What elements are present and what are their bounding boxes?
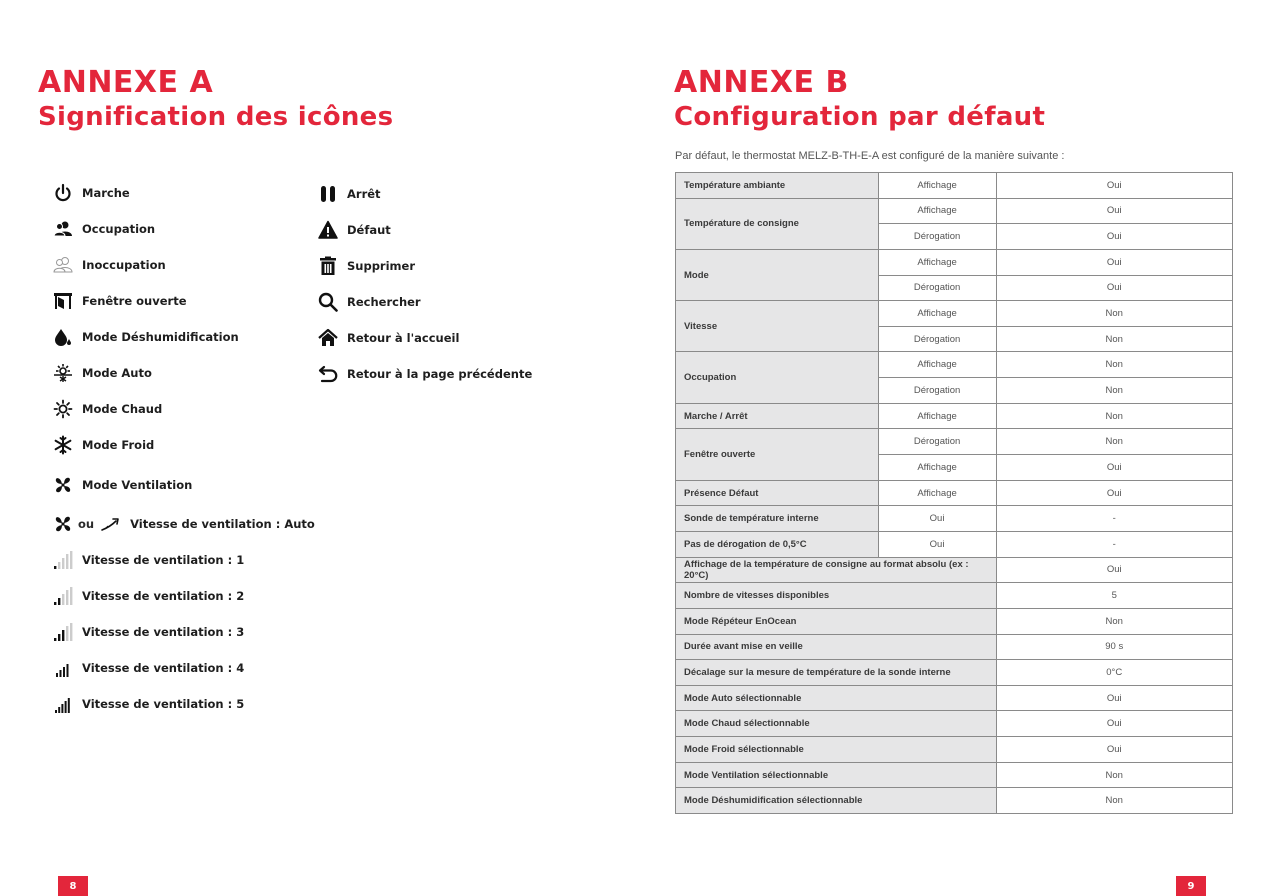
icon-legend-item xyxy=(52,619,244,645)
table-row xyxy=(676,198,1233,224)
icon-label: Mode Auto xyxy=(82,366,152,380)
icon-label: Fenêtre ouverte xyxy=(82,294,187,308)
type-cell: Dérogation xyxy=(878,224,996,250)
inoccupancy-icon xyxy=(52,254,74,276)
back-icon xyxy=(317,363,339,385)
type-cell: Oui xyxy=(878,506,996,532)
icon-legend-item xyxy=(52,583,244,609)
value-cell: 90 s xyxy=(996,634,1233,660)
value-cell: Oui xyxy=(996,557,1233,583)
type-cell: Dérogation xyxy=(878,326,996,352)
signal-4-icon xyxy=(52,657,74,679)
icon-label: Mode Ventilation xyxy=(82,478,193,492)
occupancy-icon xyxy=(52,218,74,240)
value-cell: Oui xyxy=(996,480,1233,506)
signal-5-icon xyxy=(52,693,74,715)
table-row xyxy=(676,583,1233,609)
icon-label: Vitesse de ventilation : 5 xyxy=(82,697,245,711)
value-cell: 0°C xyxy=(996,660,1233,686)
value-cell: Non xyxy=(996,608,1233,634)
icon-legend-item xyxy=(52,511,315,537)
table-row xyxy=(676,531,1233,557)
intro-text: Par défaut, le thermostat MELZ-B-TH-E-A est configuré de la manière suivante : xyxy=(675,150,1065,162)
icon-label: Occupation xyxy=(82,222,156,236)
value-cell: Oui xyxy=(996,198,1233,224)
icon-legend-item xyxy=(52,432,154,458)
table-row xyxy=(676,737,1233,763)
type-cell: Affichage xyxy=(878,403,996,429)
default-config-table xyxy=(675,172,1233,814)
value-cell: Non xyxy=(996,301,1233,327)
type-cell: Affichage xyxy=(878,301,996,327)
icon-label: Retour à l'accueil xyxy=(347,331,460,345)
or-connector: ou xyxy=(78,517,95,531)
param-cell: Sonde de température interne xyxy=(676,506,879,532)
value-cell: Oui xyxy=(996,737,1233,763)
table-row xyxy=(676,403,1233,429)
sun-icon xyxy=(52,398,74,420)
icon-label: Arrêt xyxy=(347,187,381,201)
icon-legend-item xyxy=(52,288,187,314)
value-cell: Non xyxy=(996,403,1233,429)
type-cell: Affichage xyxy=(878,173,996,199)
page-number: 8 xyxy=(58,876,88,896)
table-row xyxy=(676,429,1233,455)
icon-legend-item xyxy=(52,691,244,717)
param-cell: Nombre de vitesses disponibles xyxy=(676,583,997,609)
type-cell: Affichage xyxy=(878,198,996,224)
icon-legend-item xyxy=(52,360,152,386)
param-cell: Mode Ventilation sélectionnable xyxy=(676,762,997,788)
value-cell: Oui xyxy=(996,711,1233,737)
icon-legend-item xyxy=(317,253,415,279)
signal-2-icon xyxy=(52,585,74,607)
param-cell: Décalage sur la mesure de température de la sonde interne xyxy=(676,660,997,686)
value-cell: Non xyxy=(996,429,1233,455)
param-cell: Température de consigne xyxy=(676,198,879,249)
value-cell: Oui xyxy=(996,224,1233,250)
warning-icon xyxy=(317,219,339,241)
icon-legend-item xyxy=(52,216,155,242)
dehumidify-icon xyxy=(52,326,74,348)
signal-1-icon xyxy=(52,549,74,571)
annex-a-subtitle: Signification des icônes xyxy=(38,102,394,132)
param-cell: Mode Chaud sélectionnable xyxy=(676,711,997,737)
table-row xyxy=(676,506,1233,532)
search-icon xyxy=(317,291,339,313)
icon-legend-item xyxy=(317,325,459,351)
table-row xyxy=(676,660,1233,686)
table-row xyxy=(676,608,1233,634)
param-cell: Température ambiante xyxy=(676,173,879,199)
icon-label: Retour à la page précédente xyxy=(347,367,533,381)
annex-a-title: ANNEXE A xyxy=(38,65,214,100)
icon-label: Vitesse de ventilation : 4 xyxy=(82,661,245,675)
fan-auto-icon xyxy=(100,513,122,535)
param-cell: Mode Déshumidification sélectionnable xyxy=(676,788,997,814)
value-cell: 5 xyxy=(996,583,1233,609)
param-cell: Mode Froid sélectionnable xyxy=(676,737,997,763)
param-cell: Occupation xyxy=(676,352,879,403)
type-cell: Affichage xyxy=(878,249,996,275)
right-page xyxy=(635,0,1270,896)
icon-label: Supprimer xyxy=(347,259,416,273)
value-cell: Non xyxy=(996,762,1233,788)
table-row xyxy=(676,557,1233,583)
icon-legend-item xyxy=(317,361,532,387)
type-cell: Affichage xyxy=(878,455,996,481)
icon-legend-item xyxy=(52,252,166,278)
icon-legend-item xyxy=(52,472,192,498)
value-cell: Oui xyxy=(996,455,1233,481)
icon-label: Inoccupation xyxy=(82,258,166,272)
icon-label: Mode Chaud xyxy=(82,402,163,416)
type-cell: Affichage xyxy=(878,480,996,506)
icon-legend-item xyxy=(52,547,244,573)
param-cell: Vitesse xyxy=(676,301,879,352)
value-cell: Non xyxy=(996,352,1233,378)
fan-icon xyxy=(52,513,74,535)
icon-label: Mode Déshumidification xyxy=(82,330,239,344)
mode-auto-icon xyxy=(52,362,74,384)
param-cell: Mode Auto sélectionnable xyxy=(676,685,997,711)
value-cell: - xyxy=(996,506,1233,532)
table-row xyxy=(676,173,1233,199)
value-cell: Oui xyxy=(996,685,1233,711)
icon-label: Défaut xyxy=(347,223,391,237)
home-icon xyxy=(317,327,339,349)
type-cell: Dérogation xyxy=(878,429,996,455)
value-cell: Oui xyxy=(996,173,1233,199)
type-cell: Affichage xyxy=(878,352,996,378)
table-row xyxy=(676,711,1233,737)
value-cell: Non xyxy=(996,378,1233,404)
icon-legend-item xyxy=(317,217,391,243)
icon-legend-item xyxy=(317,181,381,207)
icon-legend-item xyxy=(52,324,239,350)
value-cell: Non xyxy=(996,326,1233,352)
icon-legend-item xyxy=(52,180,130,206)
window-open-icon xyxy=(52,290,74,312)
icon-label: Rechercher xyxy=(347,295,421,309)
value-cell: - xyxy=(996,531,1233,557)
type-cell: Oui xyxy=(878,531,996,557)
page-number: 9 xyxy=(1176,876,1206,896)
power-icon xyxy=(52,182,74,204)
icon-legend-item xyxy=(317,289,421,315)
param-cell: Marche / Arrêt xyxy=(676,403,879,429)
annex-b-subtitle: Configuration par défaut xyxy=(674,102,1046,132)
param-cell: Affichage de la température de consigne au format absolu (ex : 20°C) xyxy=(676,557,997,583)
table-row xyxy=(676,788,1233,814)
table-row xyxy=(676,634,1233,660)
table-row xyxy=(676,249,1233,275)
snowflake-icon xyxy=(52,434,74,456)
icon-label: Vitesse de ventilation : 1 xyxy=(82,553,245,567)
value-cell: Oui xyxy=(996,249,1233,275)
fan-icon xyxy=(52,474,74,496)
table-row xyxy=(676,762,1233,788)
param-cell: Mode Répéteur EnOcean xyxy=(676,608,997,634)
type-cell: Dérogation xyxy=(878,378,996,404)
icon-legend-item xyxy=(52,396,162,422)
table-row xyxy=(676,685,1233,711)
value-cell: Oui xyxy=(996,275,1233,301)
icon-label: Vitesse de ventilation : 3 xyxy=(82,625,245,639)
signal-3-icon xyxy=(52,621,74,643)
icon-label: Mode Froid xyxy=(82,438,155,452)
table-row xyxy=(676,352,1233,378)
value-cell: Non xyxy=(996,788,1233,814)
icon-label: Vitesse de ventilation : Auto xyxy=(130,517,315,531)
type-cell: Dérogation xyxy=(878,275,996,301)
param-cell: Mode xyxy=(676,249,879,300)
trash-icon xyxy=(317,255,339,277)
table-row xyxy=(676,480,1233,506)
table-row xyxy=(676,301,1233,327)
param-cell: Présence Défaut xyxy=(676,480,879,506)
icon-label: Vitesse de ventilation : 2 xyxy=(82,589,245,603)
icon-label: Marche xyxy=(82,186,130,200)
annex-b-title: ANNEXE B xyxy=(674,65,849,100)
param-cell: Fenêtre ouverte xyxy=(676,429,879,480)
param-cell: Pas de dérogation de 0,5°C xyxy=(676,531,879,557)
pause-icon xyxy=(317,183,339,205)
icon-legend-item xyxy=(52,655,244,681)
param-cell: Durée avant mise en veille xyxy=(676,634,997,660)
